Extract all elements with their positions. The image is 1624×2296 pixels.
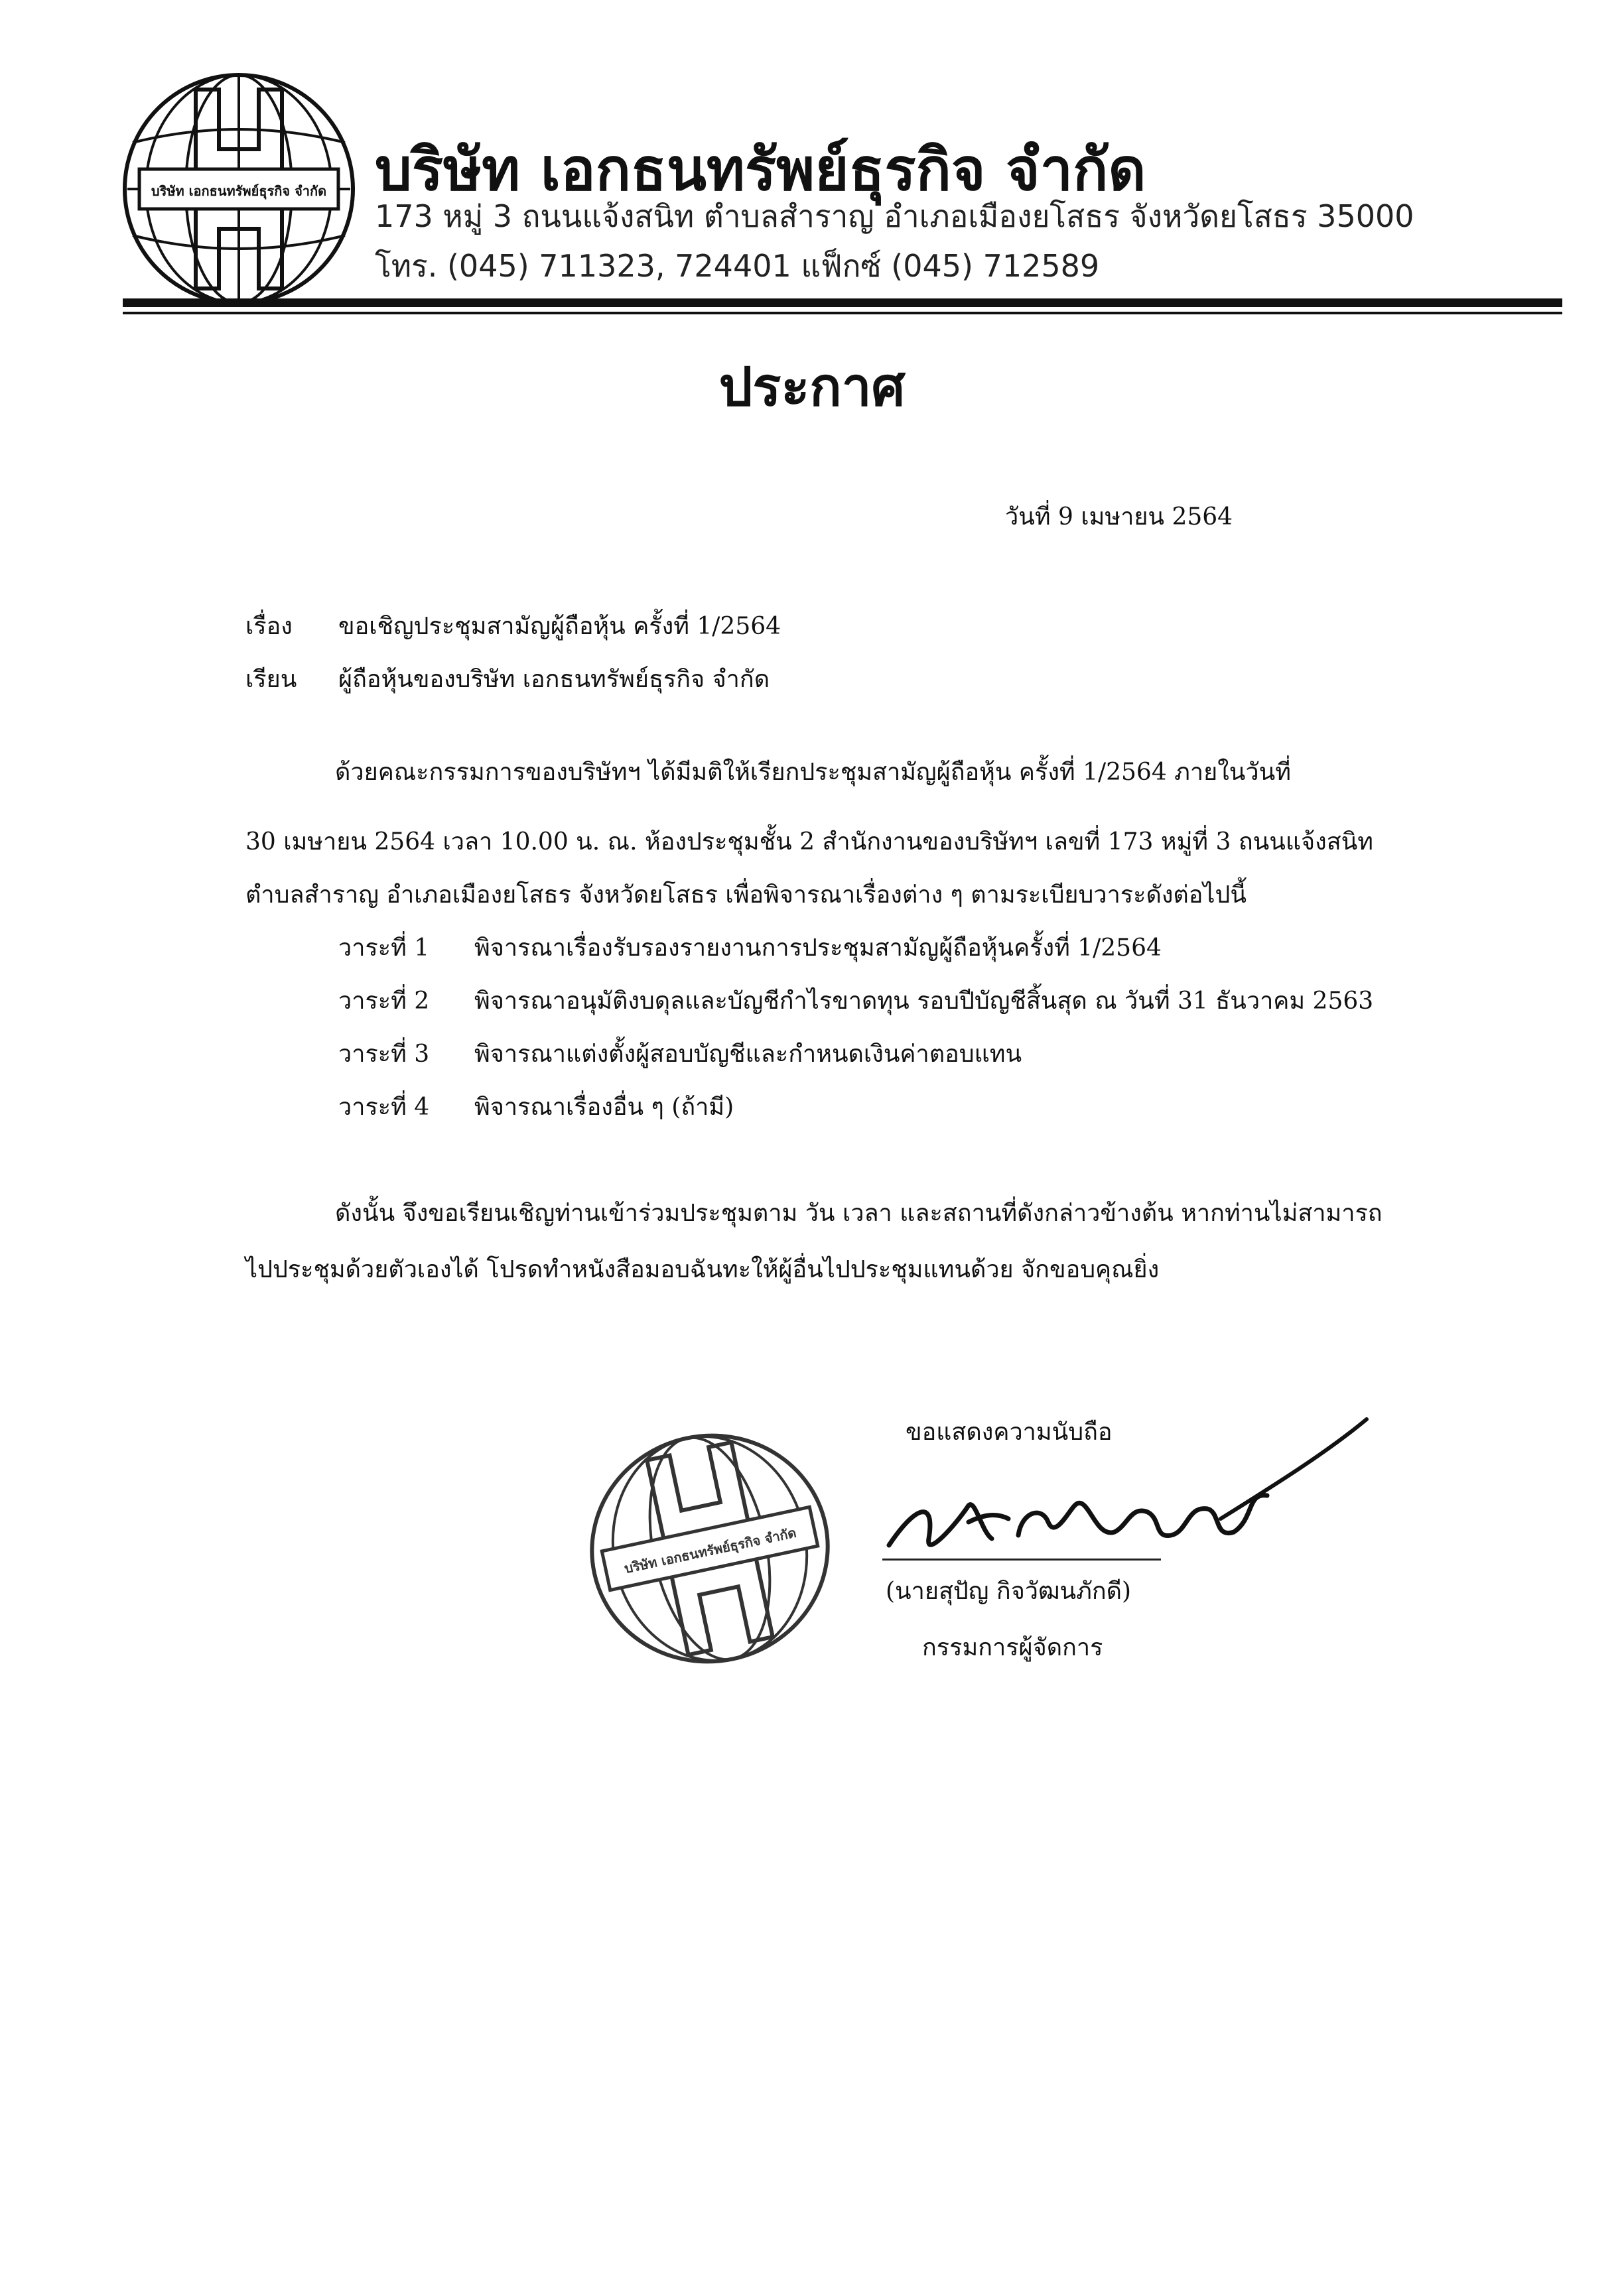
paragraph-line: ดังนั้น จึงขอเรียนเชิญท่านเข้าร่วมประชุมตาม วัน เวลา และสถานที่ดังกล่าวข้างต้น หากท่านไม่สามารถ <box>335 1200 1383 1227</box>
handwritten-signature-icon <box>876 1406 1380 1565</box>
paragraph-line: ตำบลสำราญ อำเภอเมืองยโสธร จังหวัดยโสธร เพื่อพิจารณาเรื่องต่าง ๆ ตามระเบียบวาระดังต่อไปนี้ <box>245 881 1247 909</box>
seal-text: บริษัท เอกธนทรัพย์ธุรกิจ จำกัด <box>622 1524 798 1577</box>
paragraph-line: ด้วยคณะกรรมการของบริษัทฯ ได้มีมติให้เรียกประชุมสามัญผู้ถือหุ้น ครั้งที่ 1/2564 ภายในวันที่ <box>335 759 1291 786</box>
header-divider-thin <box>123 312 1562 314</box>
subject-text: ขอเชิญประชุมสามัญผู้ถือหุ้น ครั้งที่ 1/2564 <box>338 613 781 640</box>
closing-text: ขอแสดงความนับถือ <box>906 1419 1113 1446</box>
company-logo-icon <box>119 70 358 308</box>
agenda-item-label: วาระที่ 3 <box>338 1041 430 1068</box>
agenda-item-text: พิจารณาอนุมัติงบดุลและบัญชีกำไรขาดทุน รอบปีบัญชีสิ้นสุด ณ วันที่ 31 ธันวาคม 2563 <box>474 988 1374 1015</box>
company-name: บริษัท เอกธนทรัพย์ธุรกิจ จำกัด <box>375 135 1146 204</box>
agenda-item-label: วาระที่ 4 <box>338 1094 430 1121</box>
company-contact: โทร. (045) 711323, 724401 แฟ็กซ์ (045) 712589 <box>375 248 1100 284</box>
paragraph-line: ไปประชุมด้วยตัวเองได้ โปรดทำหนังสือมอบฉันทะให้ผู้อื่นไปประชุมแทนด้วย จักขอบคุณยิ่ง <box>245 1256 1160 1283</box>
recipient-label: เรียน <box>245 666 297 693</box>
subject-label: เรื่อง <box>245 613 293 640</box>
agenda-item-text: พิจารณาเรื่องรับรองรายงานการประชุมสามัญผู้ถือหุ้นครั้งที่ 1/2564 <box>474 934 1162 962</box>
recipient-text: ผู้ถือหุ้นของบริษัท เอกธนทรัพย์ธุรกิจ จำกัด <box>338 666 770 693</box>
agenda-item-label: วาระที่ 1 <box>338 934 430 962</box>
agenda-item-text: พิจารณาเรื่องอื่น ๆ (ถ้ามี) <box>474 1094 734 1121</box>
document-title: ประกาศ <box>718 355 906 418</box>
signer-name: (นายสุปัญ กิจวัฒนภักดี) <box>886 1578 1132 1605</box>
agenda-item-text: พิจารณาแต่งตั้งผู้สอบบัญชีและกำหนดเงินค่าตอบแทน <box>474 1041 1022 1068</box>
header-divider <box>123 298 1562 307</box>
company-seal-icon <box>584 1423 836 1675</box>
logo-text: บริษัท เอกธนทรัพย์ธุรกิจ จำกัด <box>151 183 327 199</box>
signature-line <box>882 1559 1161 1561</box>
document-date: วันที่ 9 เมษายน 2564 <box>1005 503 1233 531</box>
company-address: 173 หมู่ 3 ถนนแจ้งสนิท ตำบลสำราญ อำเภอเมืองยโสธร จังหวัดยโสธร 35000 <box>375 198 1414 234</box>
paragraph-line: 30 เมษายน 2564 เวลา 10.00 น. ณ. ห้องประชุมชั้น 2 สำนักงานของบริษัทฯ เลขที่ 173 หมู่ที่ 3 ถนนแจ้งสนิท <box>245 828 1374 856</box>
agenda-item-label: วาระที่ 2 <box>338 988 430 1015</box>
signer-title: กรรมการผู้จัดการ <box>922 1634 1103 1661</box>
